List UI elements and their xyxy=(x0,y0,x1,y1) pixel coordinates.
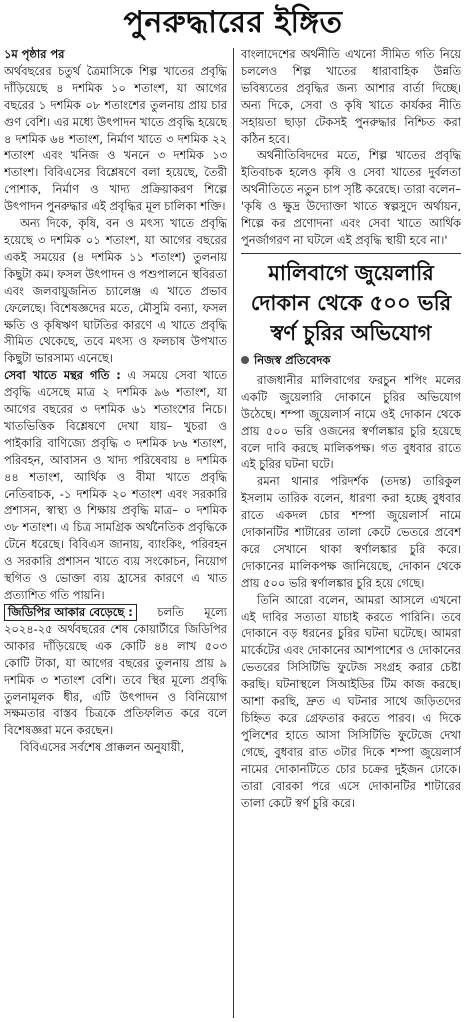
paragraph: অর্থনীতিবিদদের মতে, শিল্প খাতের প্রবৃদ্ধি ইতিবাচক হলেও কৃষি ও সেবা খাতের দুর্বলতা অর্থনীতিতে নতুন চাপ সৃষ্টি করেছে। তারা বলেন– 'কৃষি ও ক্ষুদ্র উদ্যোক্তা খাতে স্বল্পসুদে অর্থায়ন, শিল্পে কর প্রণোদনা এবং সেবা খাতে আর্থিক পুনর্জাগরণ না ঘটলে এই প্রবৃদ্ধি স্থায়ী হবে না।' xyxy=(241,148,461,247)
paragraph: অর্থবছরের চতুর্থ ত্রৈমাসিকে শিল্প খাতের প্রবৃদ্ধি দাঁড়িয়েছে ৪ দশমিক ১০ শতাংশ, যা আগের বছরের ১ দশমিক ০৮ শতাংশের তুলনায় প্রায় চার গুণ বেশি। এর মধ্যে উৎপাদন খাতে প্রবৃদ্ধি হয়েছে ৪ দশমিক ৬৪ শতাংশ, নির্মাণ খাতে ৩ দশমিক ২২ শতাংশ এবং খনিজ ও খননে ৩ দশমিক ১৩ শতাংশ। বিবিএসের বিশ্লেষণে বলা হয়েছে, তৈরী পোশাক, নির্মাণ ও খাদ্য প্রক্রিয়াকরণ শিল্পে উৎপাদন পুনরুদ্ধার এই প্রবৃদ্ধির মূল চালিকা শক্তি। xyxy=(4,63,227,214)
story-divider xyxy=(241,253,461,254)
paragraph: অন্য দিকে, কৃষি, বন ও মৎস্য খাতে প্রবৃদ্ধি হয়েছে ৩ দশমিক ০১ শতাংশ, যা আগের বছরের একই সময়ের (৪ দশমিক ১১ শতাংশ) তুলনায় কিছুটা কম। ফসল উৎপাদন ও পশুপালনে স্থবিরতা এবং জলবায়ুজনিত চ্যালেঞ্জ এ খাতে প্রভাব ফেলেছে। বিশেষজ্ঞদের মতে, মৌসুমি বন্যা, ফসল ক্ষতি ও কৃষিঋণ ঘাটতির কারণে এ খাতে প্রবৃদ্ধি সীমিত থেকেছে, তবে মৎস্য ও ফলচাষ উপখাত কিছুটা ভারসাম্য এনেছে। xyxy=(4,216,227,366)
paragraph: রাজধানীর মালিবাগের ফরচুন শপিং মলের একটি জুয়েলারি দোকানে চুরির অভিযোগ উঠেছে। শম্পা জুয়েলার্স নামে ওই দোকান থেকে প্রায় ৫০০ ভরি ওজনের স্বর্ণালঙ্কার চুরি হয়েছে বলে দাবি করছে মালিকপক্ষ। গত বুধবার রাতে এই চুরির ঘটনা ঘটে। xyxy=(241,372,461,472)
bullet-icon xyxy=(241,356,249,364)
story-title: মালিবাগে জুয়েলারি দোকান থেকে ৫০০ ভরি স্বর্ণ চুরির অভিযোগ xyxy=(250,260,452,345)
paragraph: বাংলাদেশের অর্থনীতি এখনো সীমিত গতি নিয়ে চললেও শিল্প খাতের ধারাবাহিক উন্নতি ভবিষ্যতের প্রবৃদ্ধির জন্য আশার বার্তা দিচ্ছে। অন্য দিকে, সেবা ও কৃষি খাতে কার্যকর নীতি সহায়তা ছাড়া টেকসই পুনরুদ্ধার নিশ্চিত করা কঠিন হবে। xyxy=(241,47,461,146)
subheading-services: সেবা খাতে মন্থর গতি : xyxy=(4,368,121,383)
continuation-label: ১ম পৃষ্ঠার পর xyxy=(4,47,65,61)
paragraph: বিবিএসের সর্বশেষ প্রাক্কলন অনুযায়ী, xyxy=(20,740,185,755)
byline-text: নিজস্ব প্রতিবেদক xyxy=(254,352,331,367)
column-divider xyxy=(233,48,234,1018)
paragraph: তিনি আরো বলেন, আমরা আসলে এখনো এই দাবির সত্যতা যাচাই করতে পারিনি। তবে দোকানে বড় ধরনের চুরির ঘটনা ঘটেছে। আমরা মার্কেটের এবং দোকানের আশপাশের ও দোকানের ভেতরের সিসিটিভি ফুটেজ সংগ্রহ করার চেষ্টা করছি। ঘটনাস্থলে সিআইডির টিম কাজ করছে। আশা করছি, দ্রুত এ ঘটনার সাথে জড়িতদের চিহ্নিত করে গ্রেফতার করতে পারব। এ দিকে পুলিশের হাতে আসা সিসিটিভি ফুটেজে দেখা গেছে, বুধবার রাত ৩টার দিকে শম্পা জুয়েলার্স নামের দোকানটিতে চোর চক্রের দুইজন ঢোকে। তারা বোরকা পরে এসে দোকানটির শাটারের তালা কেটে স্বর্ণ চুরি করে। xyxy=(241,592,461,810)
headline: পুনরুদ্ধারের ইঙ্গিত xyxy=(123,5,343,40)
paragraph: রমনা থানার পরিদর্শক (তদন্ত) তারিকুল ইসলাম তারিক বলেন, ধারণা করা হচ্ছে বুধবার রাতে একদল চোর শম্পা জুয়েলার্স নামে দোকানটির শাটারের তালা কেটে ভেতরে প্রবেশ করে সেখানে থাকা স্বর্ণালঙ্কার চুরি করে। দোকানের মালিকপক্ষ জানিয়েছে, দোকান থেকে প্রায় ৫০০ ভরি স্বর্ণালঙ্কার চুরি হয়ে গেছে। xyxy=(241,474,461,590)
paragraph: এ সময়ে সেবা খাতে প্রবৃদ্ধি এসেছে মাত্র ২ দশমিক ৯৬ শতাংশ, যা আগের বছরের ৩ দশমিক ৬১ শতাংশের নিচে। খাতভিত্তিক বিশ্লেষণে দেখা যায়– খুচরা ও পাইকারি বাণিজ্যে প্রবৃদ্ধি ৩ দশমিক ৮৬ শতাংশ, পরিবহন, আবাসন ও খাদ্য পরিষেবায় ৪ দশমিক ৪৪ শতাংশ, আর্থিক ও বীমা খাতে প্রবৃদ্ধি নেতিবাচক, -১ দশমিক ২০ শতাংশ এবং সরকারি প্রশাসন, স্বাস্থ্য ও শিক্ষায় প্রবৃদ্ধি মাত্র– ০ দশমিক ৩৮ শতাংশ। এ চিত্র সামগ্রিক অর্থনৈতিক প্রবৃদ্ধিকে টেনে ধরেছে। বিবিএস জানায়, ব্যাংকিং, পরিবহন ও সরকারি প্রশাসন খাতে ব্যয় সংকোচন, নিয়োগ স্থগিত ও ভোক্তা ব্যয় হ্রাসের কারণে এ খাত প্রত্যাশিত গতি পায়নি। xyxy=(4,368,227,602)
byline xyxy=(241,352,461,369)
right-column xyxy=(241,46,461,1022)
left-column xyxy=(4,46,227,1022)
paragraph: চলতি মূল্যে ২০২৪-২৫ অর্থবছরের শেষ কোয়ার্টারে জিডিপির আকার দাঁড়িয়েছে এক কোটি ৪৪ লাখ ৫০৩ কোটি টাকা, যা আগের বছরের তুলনায় প্রায় ৯ দশমিক ৩ শতাংশ বেশি। তবে স্থির মূল্যে প্রবৃদ্ধি তুলনামূলক ধীর, এটি উৎপাদন ও বিনিয়োগ সক্ষমতার বাস্তব চিত্রকে প্রতিফলিত করে বলে বিশেষজ্ঞরা মনে করছেন। xyxy=(4,604,227,738)
subheading-gdp: জিডিপির আকার বেড়েছে : xyxy=(4,604,137,621)
